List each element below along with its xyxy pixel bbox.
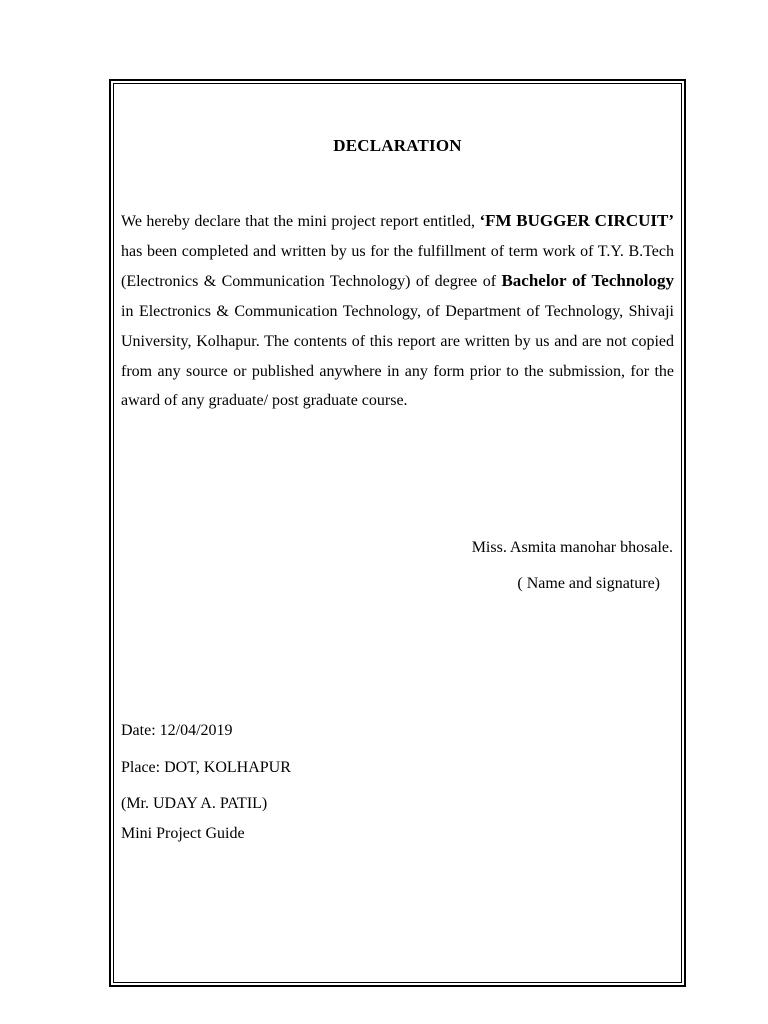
guide-name: (Mr. UDAY A. PATIL) xyxy=(121,795,268,812)
degree-name: Bachelor of Technology xyxy=(501,271,675,291)
paragraph-intro: We hereby declare that the mini project report entitled, xyxy=(121,213,480,230)
signatory-name: Miss. Asmita manohar bhosale. xyxy=(471,539,673,556)
paragraph-middle: has been completed and written by us for the fulfillment of term work of T.Y. B.Tech (Electronics & Communication Technology) of degree of xyxy=(121,242,674,291)
guide-role: Mini Project Guide xyxy=(121,825,245,842)
project-title: ‘FM BUGGER CIRCUIT’ xyxy=(479,211,675,230)
signature-caption: ( Name and signature) xyxy=(517,575,660,592)
declaration-title: DECLARATION xyxy=(333,136,462,155)
place-line: Place: DOT, KOLHAPUR xyxy=(121,759,291,776)
date-line: Date: 12/04/2019 xyxy=(121,722,233,739)
declaration-paragraph xyxy=(121,206,674,416)
paragraph-end: in Electronics & Communication Technology, of Department of Technology, Shivaji University, Kolhapur. The contents of this report are written by us and are not copied from any source or published anywhere in any form prior to the submission, for the award of any graduate/ post graduate course. xyxy=(121,303,674,410)
